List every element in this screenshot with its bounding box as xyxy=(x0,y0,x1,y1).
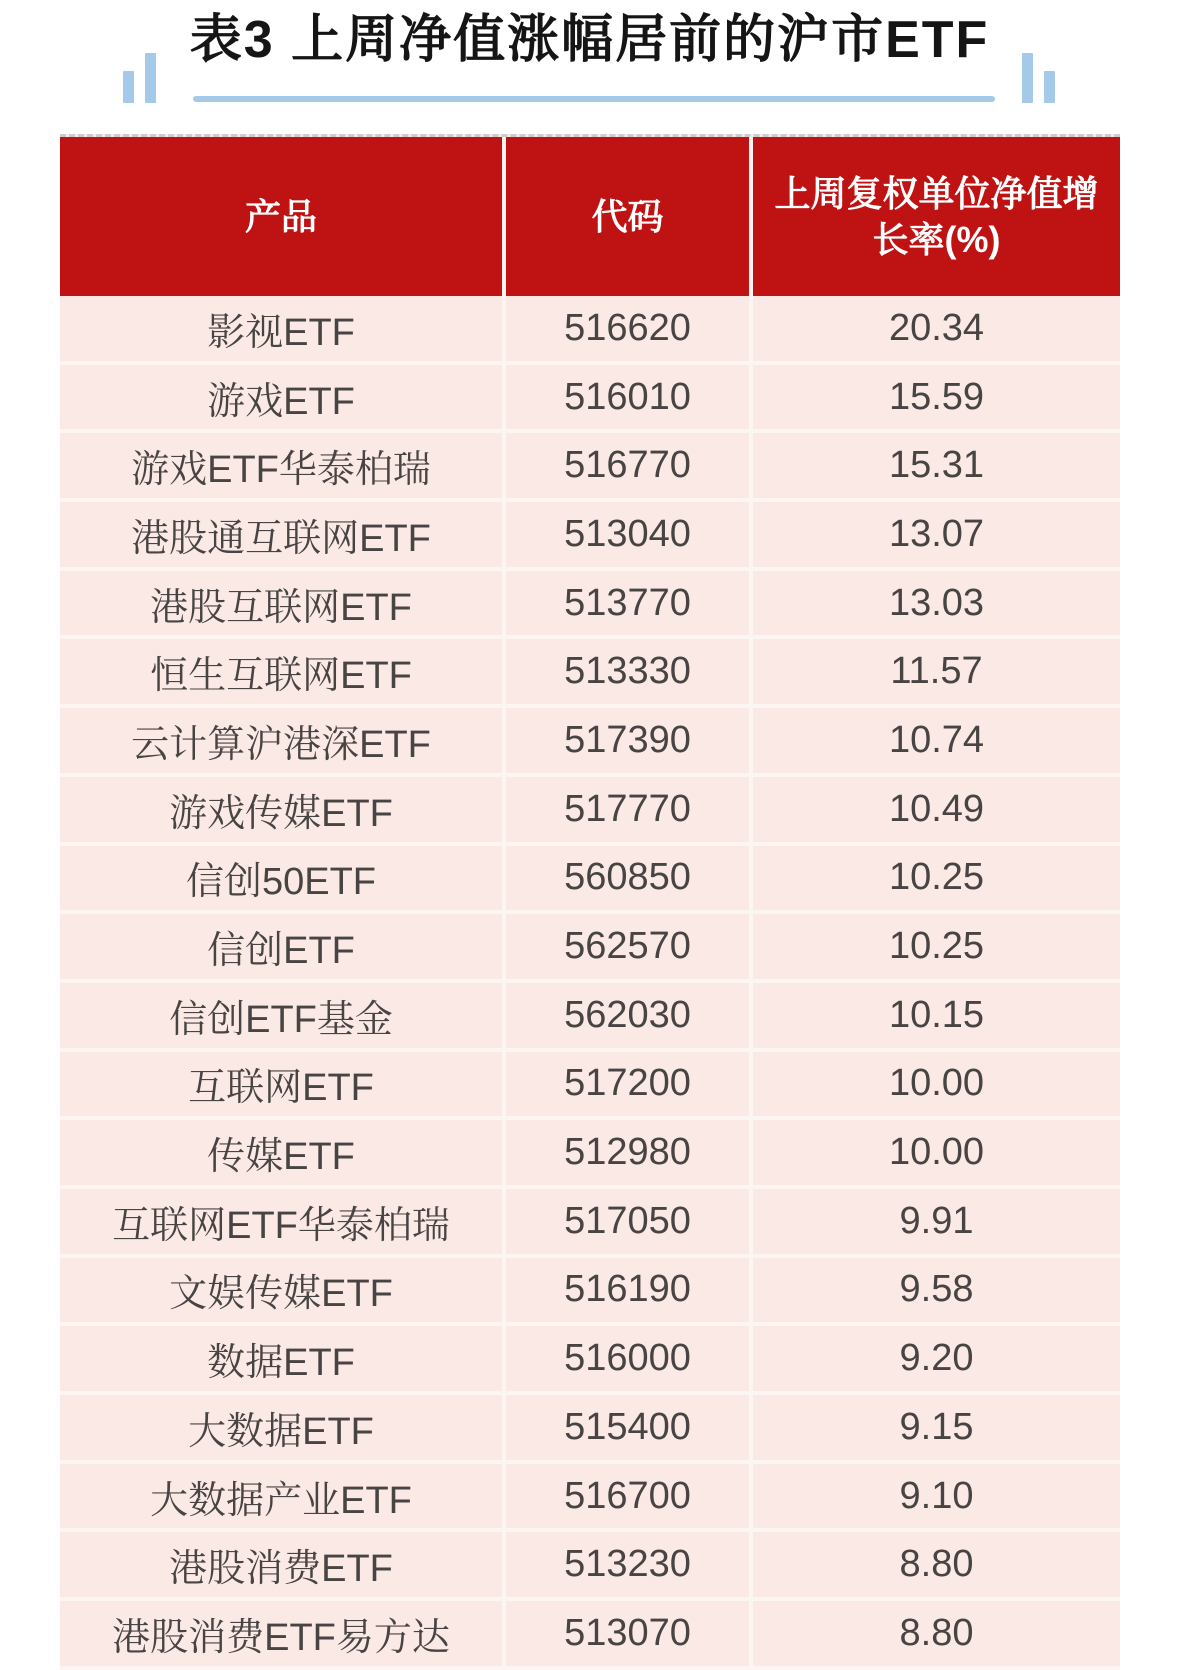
product-cell: 港股消费ETF易方达 xyxy=(60,1601,506,1666)
table-row xyxy=(60,777,1120,846)
code-cell: 517200 xyxy=(506,1052,753,1117)
table-row xyxy=(60,846,1120,915)
table-row xyxy=(60,1189,1120,1258)
growth-cell: 10.00 xyxy=(888,1062,985,1105)
title-underline xyxy=(193,96,995,102)
growth-cell: 9.10 xyxy=(899,1474,974,1517)
title-accent-bar-right-tall xyxy=(1022,53,1033,103)
growth-cell: 10.74 xyxy=(888,718,985,761)
growth-cell: 10.15 xyxy=(888,993,985,1036)
growth-cell: 11.57 xyxy=(890,650,983,693)
growth-cell: 15.31 xyxy=(888,444,985,487)
product-cell: 港股互联网ETF xyxy=(60,571,506,636)
code-cell: 512980 xyxy=(506,1120,753,1185)
code-cell: 562030 xyxy=(506,983,753,1048)
code-cell: 516620 xyxy=(506,296,753,361)
title-block xyxy=(0,0,1179,137)
growth-cell: 9.58 xyxy=(899,1268,974,1311)
table-row xyxy=(60,1052,1120,1121)
table-row xyxy=(60,1532,1120,1601)
code-cell: 560850 xyxy=(506,846,753,911)
table-row xyxy=(60,365,1120,434)
table-row xyxy=(60,296,1120,365)
code-cell: 516000 xyxy=(506,1326,753,1391)
growth-cell: 13.07 xyxy=(888,512,985,555)
table-row xyxy=(60,914,1120,983)
code-cell: 562570 xyxy=(506,914,753,979)
product-cell: 信创50ETF xyxy=(60,846,506,911)
table-row xyxy=(60,639,1120,708)
column-header-growth xyxy=(753,137,1120,296)
etf-table xyxy=(60,134,1120,1670)
product-cell: 港股通互联网ETF xyxy=(60,502,506,567)
product-cell: 大数据产业ETF xyxy=(60,1464,506,1529)
growth-cell: 15.59 xyxy=(888,375,985,418)
product-cell: 影视ETF xyxy=(60,296,506,361)
growth-cell: 8.80 xyxy=(899,1611,974,1654)
product-cell: 文娱传媒ETF xyxy=(60,1258,506,1323)
table-row xyxy=(60,1601,1120,1670)
product-cell: 数据ETF xyxy=(60,1326,506,1391)
product-cell: 互联网ETF xyxy=(60,1052,506,1117)
growth-cell: 10.25 xyxy=(888,925,985,968)
code-cell: 515400 xyxy=(506,1395,753,1460)
growth-cell: 10.49 xyxy=(888,787,985,830)
page-title: 表3 上周净值涨幅居前的沪市ETF xyxy=(189,11,990,69)
growth-cell: 8.80 xyxy=(899,1543,974,1586)
code-cell: 513070 xyxy=(506,1601,753,1666)
code-cell: 517390 xyxy=(506,708,753,773)
table-row xyxy=(60,708,1120,777)
growth-cell: 10.00 xyxy=(888,1131,985,1174)
code-cell: 513770 xyxy=(506,571,753,636)
growth-cell: 10.25 xyxy=(888,856,985,899)
column-header-growth-line1: 上周复权单位净值增 xyxy=(774,172,1099,214)
product-cell: 互联网ETF华泰柏瑞 xyxy=(60,1189,506,1254)
table-row xyxy=(60,571,1120,640)
product-cell: 恒生互联网ETF xyxy=(60,639,506,704)
table-row xyxy=(60,433,1120,502)
code-cell: 513230 xyxy=(506,1532,753,1597)
product-cell: 游戏ETF华泰柏瑞 xyxy=(60,433,506,498)
growth-cell: 9.91 xyxy=(899,1199,974,1242)
product-cell: 大数据ETF xyxy=(60,1395,506,1460)
column-header-code: 代码 xyxy=(506,137,753,296)
code-cell: 517770 xyxy=(506,777,753,842)
product-cell: 游戏ETF xyxy=(60,365,506,430)
title-accent-bar-right-short xyxy=(1044,71,1055,103)
product-cell: 信创ETF xyxy=(60,914,506,979)
table-row xyxy=(60,1326,1120,1395)
table-row xyxy=(60,983,1120,1052)
growth-cell: 9.20 xyxy=(899,1337,974,1380)
table-row xyxy=(60,1395,1120,1464)
table-row xyxy=(60,1120,1120,1189)
product-cell: 港股消费ETF xyxy=(60,1532,506,1597)
growth-cell: 9.15 xyxy=(899,1405,974,1448)
code-cell: 513330 xyxy=(506,639,753,704)
product-cell: 游戏传媒ETF xyxy=(60,777,506,842)
growth-cell: 20.34 xyxy=(888,306,985,349)
column-header-growth-line2: 长率(%) xyxy=(872,218,1001,260)
table-body xyxy=(60,296,1120,1670)
product-cell: 云计算沪港深ETF xyxy=(60,708,506,773)
code-cell: 517050 xyxy=(506,1189,753,1254)
code-cell: 516010 xyxy=(506,365,753,430)
code-cell: 516770 xyxy=(506,433,753,498)
table-row xyxy=(60,1464,1120,1533)
column-header-product: 产品 xyxy=(60,137,506,296)
product-cell: 传媒ETF xyxy=(60,1120,506,1185)
code-cell: 513040 xyxy=(506,502,753,567)
code-cell: 516190 xyxy=(506,1258,753,1323)
product-cell: 信创ETF基金 xyxy=(60,983,506,1048)
growth-cell: 13.03 xyxy=(888,581,985,624)
table-row xyxy=(60,1258,1120,1327)
title-accent-bar-left-short xyxy=(123,71,134,103)
code-cell: 516700 xyxy=(506,1464,753,1529)
table-header-row xyxy=(60,137,1120,296)
table-row xyxy=(60,502,1120,571)
